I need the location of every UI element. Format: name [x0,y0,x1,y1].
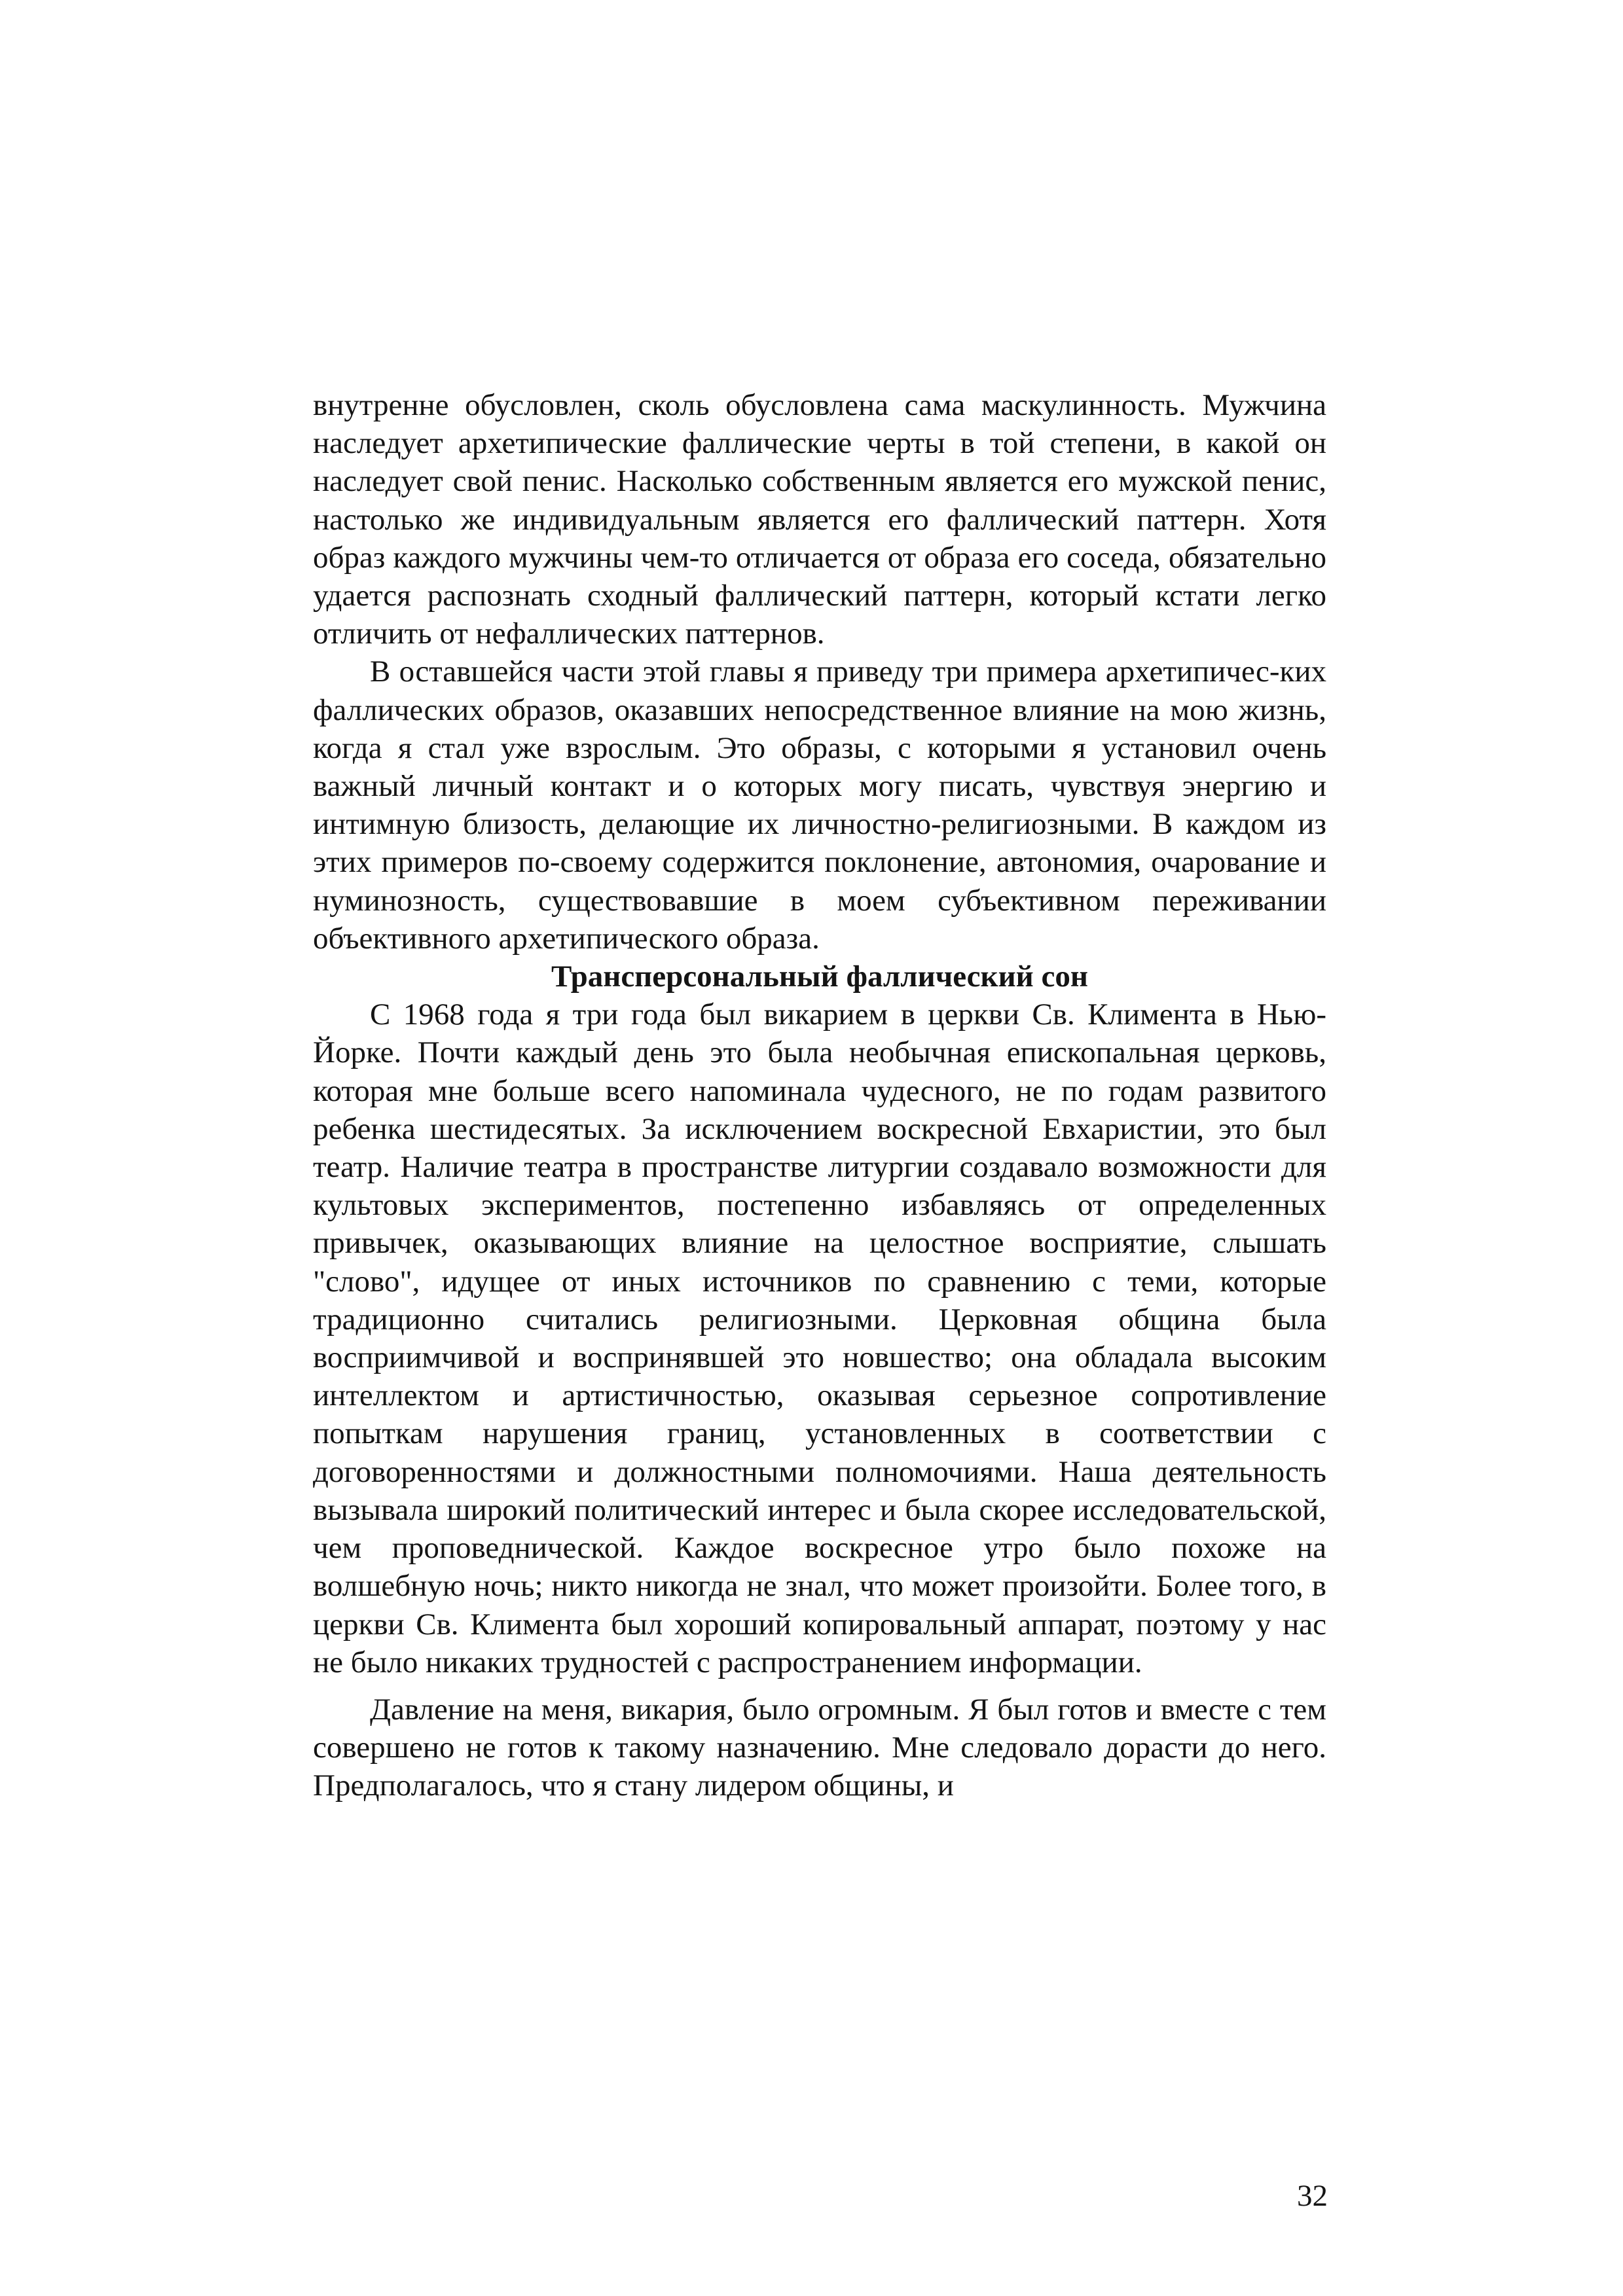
section-heading: Трансперсональный фаллический сон [551,960,1088,994]
paragraph-3: С 1968 года я три года был викарием в церкви Св. Климента в Нью-Йорке. Почти каждый день это была необычная епископальная церковь, которая мне больше всего напоминала чудесного, не по годам развитого ребенка шестидесятых. За исключением воскресной Евхаристии, это был театр. Наличие театра в пространстве литургии создавало возможности для культовых экспериментов, постепенно избавляясь от определенных привычек, оказывающих влияние на целостное восприятие, слышать "слово", идущее от иных источников по сравнению с теми, которые традиционно считались религиозными. Церковная община была восприимчивой и воспринявшей это новшество; она обладала высоким интеллектом и артистичностью, оказывая серьезное сопротивление попыткам нарушения границ, установленных в соответствии с договоренностями и должностными полномочиями. Наша деятельность вызывала широкий политический интерес и была скорее исследовательской, чем проповеднической. Каждое воскресное утро было похоже на волшебную ночь; никто никогда не знал, что может произойти. Более того, в церкви Св. Климента был хороший копировальный аппарат, поэтому у нас не было никаких трудностей с распространением информации. [313,997,1326,1679]
paragraph-2: В оставшейся части этой главы я приведу три примера архетипичес-ких фаллических образов, оказавших непосредственное влияние на мою жизнь, когда я стал уже взрослым. Это образы, с которыми я установил очень важный личный контакт и о которых могу писать, чувствуя энергию и интимную близость, делающие их личностно-религиозными. В каждом из этих примеров по-своему содержится поклонение, автономия, очарование и нуминозность, существовавшие в моем субъективном переживании объективного архетипического образа. [313,655,1326,956]
paragraph-1: внутренне обусловлен, сколь обусловлена сама маскулинность. Мужчина наследует архетипические фаллические черты в той степени, в какой он наследует свой пенис. Насколько собственным является его мужской пенис, настолько же индивидуальным является его фаллический паттерн. Хотя образ каждого мужчины чем-то отличается от образа его соседа, обязательно удается распознать сходный фаллический паттерн, который кстати легко отличить от нефаллических паттернов. [313,388,1326,651]
paragraph-4: Давление на меня, викария, было огромным. Я был готов и вместе с тем совершено не готов к такому назначению. Мне следовало дорасти до него. Предполагалось, что я стану лидером общины, и [313,1692,1326,1803]
page-number: 32 [1297,2179,1328,2213]
page-body [313,386,1326,1805]
